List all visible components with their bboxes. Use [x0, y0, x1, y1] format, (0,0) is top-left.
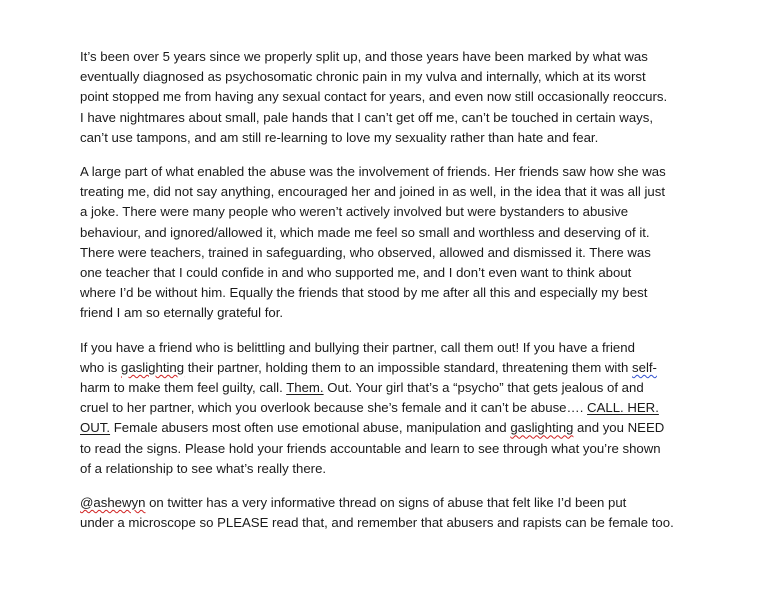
text-line: friend I am so eternally grateful for. — [80, 305, 284, 321]
text-line: behaviour, and ignored/allowed it, which made me feel so small and worthless and deserving of it. — [80, 224, 650, 240]
paragraph-1 — [80, 47, 700, 148]
text-line: harm to make them feel guilty, call. Them. Out. Your girl that’s a “psycho” that gets jealous of and — [80, 380, 644, 396]
text-line: one teacher that I could confide in and who supported me, and I don’t even want to think about — [80, 265, 632, 281]
paragraph-2 — [80, 162, 700, 324]
text-line: If you have a friend who is belittling and bullying their partner, call them out! If you have a friend — [80, 339, 635, 355]
text-line: eventually diagnosed as psychosomatic chronic pain in my vulva and internally, which at its worst — [80, 69, 646, 85]
text-line: point stopped me from having any sexual contact for years, and even now still occasionally reoccurs. — [80, 89, 668, 105]
text-line: OUT. Female abusers most often use emotional abuse, manipulation and gaslighting and you NEED — [80, 420, 665, 436]
text-line: of a relationship to see what’s really there. — [80, 460, 327, 476]
text-line: where I’d be without him. Equally the friends that stood by me after all this and especially my best — [80, 285, 648, 301]
document-body — [80, 47, 700, 547]
text-line: There were teachers, trained in safeguarding, who observed, allowed and dismissed it. There was — [80, 244, 651, 260]
text-line: It’s been over 5 years since we properly split up, and those years have been marked by what was — [80, 49, 648, 64]
paragraph-4 — [80, 493, 700, 533]
text-line: a joke. There were many people who weren’t actively involved but were bystanders to abusive — [80, 204, 629, 220]
text-line: who is gaslighting their partner, holding them to an impossible standard, threatening them with self- — [80, 359, 657, 375]
text-line: under a microscope so PLEASE read that, and remember that abusers and rapists can be female too. — [80, 515, 674, 531]
text-line: can’t use tampons, and am still re-learning to love my sexuality rather than hate and fear. — [80, 129, 599, 145]
text-line: A large part of what enabled the abuse was the involvement of friends. Her friends saw how she was — [80, 164, 666, 180]
paragraph-3 — [80, 338, 700, 479]
text-line: I have nightmares about small, pale hands that I can’t get off me, can’t be touched in certain ways, — [80, 109, 654, 125]
text-line: cruel to her partner, which you overlook because she’s female and it can’t be abuse…. CALL. HER. — [80, 400, 659, 416]
text-line: @ashewyn on twitter has a very informative thread on signs of abuse that felt like I’d been put — [80, 495, 627, 511]
text-line: to read the signs. Please hold your friends accountable and learn to see through what you’re shown — [80, 440, 661, 456]
text-line: treating me, did not say anything, encouraged her and joined in as well, in the idea that it was all just — [80, 184, 666, 200]
